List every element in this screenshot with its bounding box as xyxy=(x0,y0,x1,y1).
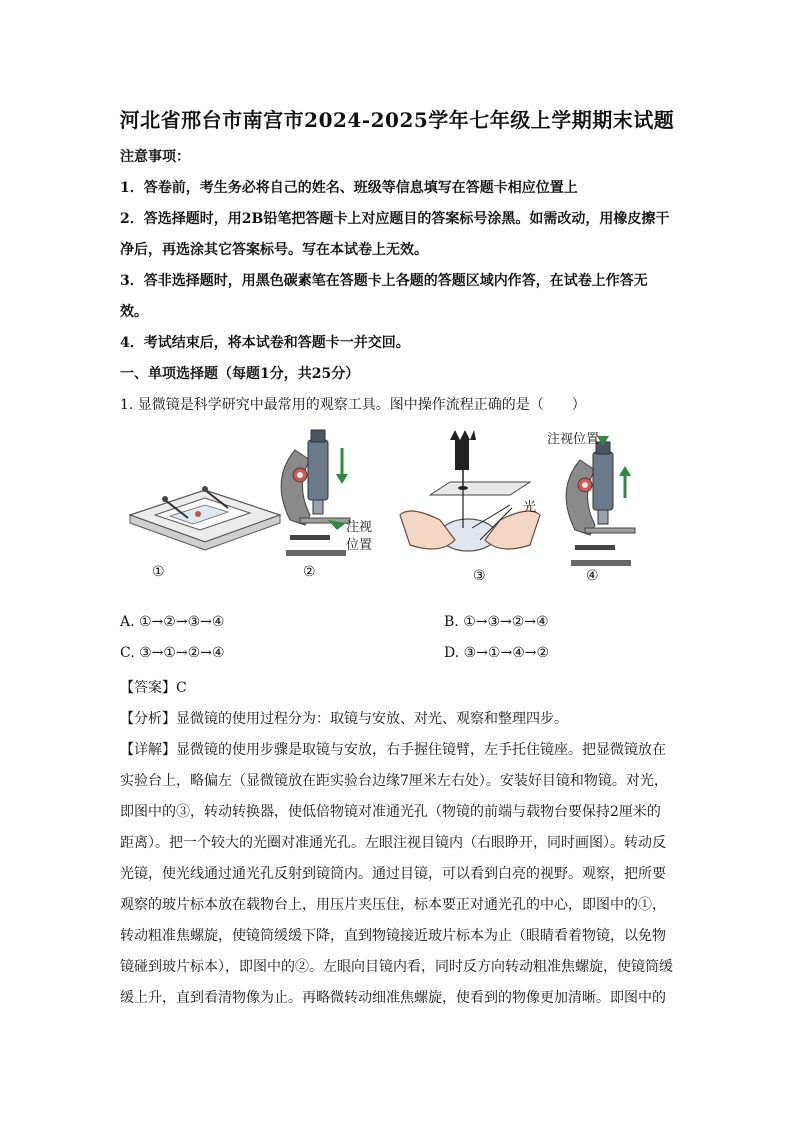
question-stem: 1. 显微镜是科学研究中最常用的观察工具。图中操作流程正确的是（ ） xyxy=(120,397,586,413)
notice-item-2-cont: 净后，再选涂其它答案标号。写在本试卷上无效。 xyxy=(120,242,428,258)
detail-tag: 【详解】 xyxy=(120,742,176,758)
label-watch-side-1: 注视 xyxy=(346,520,373,535)
detail-line-2: 实验台上，略偏左（显微镜放在距实验台边缘7厘米左右处）。安装好目镜和物镜。对光， xyxy=(120,773,668,789)
step4-microscope-icon xyxy=(566,436,635,566)
microscope-figure xyxy=(110,420,680,590)
option-c: C. ③→①→②→④ xyxy=(120,645,225,661)
answer-tag: 【答案】 xyxy=(120,680,176,696)
label-watch-side-2: 位置 xyxy=(346,538,373,553)
detail-line-7: 转动粗准焦螺旋，使镜筒缓缓下降，直到物镜接近玻片标本为止（眼睛看着物镜，以免物 xyxy=(120,928,666,944)
detail-line-4: 距离）。把一个较大的光圈对准通光孔。左眼注视目镜内（右眼睁开，同时画图）。转动反 xyxy=(120,835,666,851)
analysis-text: 显微镜的使用过程分为：取镜与安放、对光、观察和整理四步。 xyxy=(176,711,568,727)
notice-heading: 注意事项： xyxy=(120,149,190,165)
notice-item-2: 2．答选择题时，用2B铅笔把答题卡上对应题目的答案标号涂黑。如需改动，用橡皮擦干 xyxy=(120,211,670,227)
step3-light-adjust-icon xyxy=(400,430,540,551)
label-light: 光 xyxy=(523,500,537,515)
notice-item-1: 1．答卷前，考生务必将自己的姓名、班级等信息填写在答题卡相应位置上 xyxy=(120,180,578,196)
notice-item-4: 4．考试结束后，将本试卷和答题卡一并交回。 xyxy=(120,335,410,351)
detail-line-6: 观察的玻片标本放在载物台上，用压片夹压住，标本要正对通光孔的中心，即图中的①， xyxy=(120,897,666,913)
answer-line xyxy=(120,677,680,697)
section-heading: 一、单项选择题（每题1分，共25分） xyxy=(120,366,360,382)
notice-item-3: 3．答非选择题时，用黑色碳素笔在答题卡上各题的答题区域内作答，在试卷上作答无 xyxy=(120,273,648,289)
option-d: D. ③→①→④→② xyxy=(444,645,550,661)
step2-microscope-icon xyxy=(281,430,350,556)
step-label-2: ② xyxy=(303,564,316,580)
notice-item-3-cont: 效。 xyxy=(120,304,148,320)
step-label-4: ④ xyxy=(586,568,599,584)
option-b: B. ①→③→②→④ xyxy=(444,614,549,630)
detail-line-9: 缓上升，直到看清物像为止。再略微转动细准焦螺旋，使看到的物像更加清晰。即图中的 xyxy=(120,990,666,1006)
analysis-tag: 【分析】 xyxy=(120,711,176,727)
page-title: 河北省邢台市南宫市2024-2025学年七年级上学期期末试题 xyxy=(119,108,675,132)
option-a: A. ①→②→③→④ xyxy=(120,614,225,630)
detail-line-3: 即图中的③，转动转换器，使低倍物镜对准通光孔（物镜的前端与载物台要保持2厘米的 xyxy=(120,804,661,820)
analysis-line xyxy=(120,708,680,728)
detail-line-5: 光镜，使光线通过通光孔反射到镜筒内。通过目镜，可以看到白亮的视野。观察，把所要 xyxy=(120,866,666,882)
label-watch-top: 注视位置 xyxy=(547,432,600,447)
detail-text-1: 显微镜的使用步骤是取镜与安放，右手握住镜臂，左手托住镜座。把显微镜放在 xyxy=(176,742,666,758)
step-label-1: ① xyxy=(152,564,165,580)
detail-line-1 xyxy=(120,739,680,759)
step1-stage-icon xyxy=(130,486,280,550)
step-label-3: ③ xyxy=(473,568,486,584)
answer-value: C xyxy=(176,680,187,696)
detail-line-8: 镜碰到玻片标本），即图中的②。左眼向目镜内看，同时反方向转动粗准焦螺旋，使镜筒缓 xyxy=(120,959,673,975)
